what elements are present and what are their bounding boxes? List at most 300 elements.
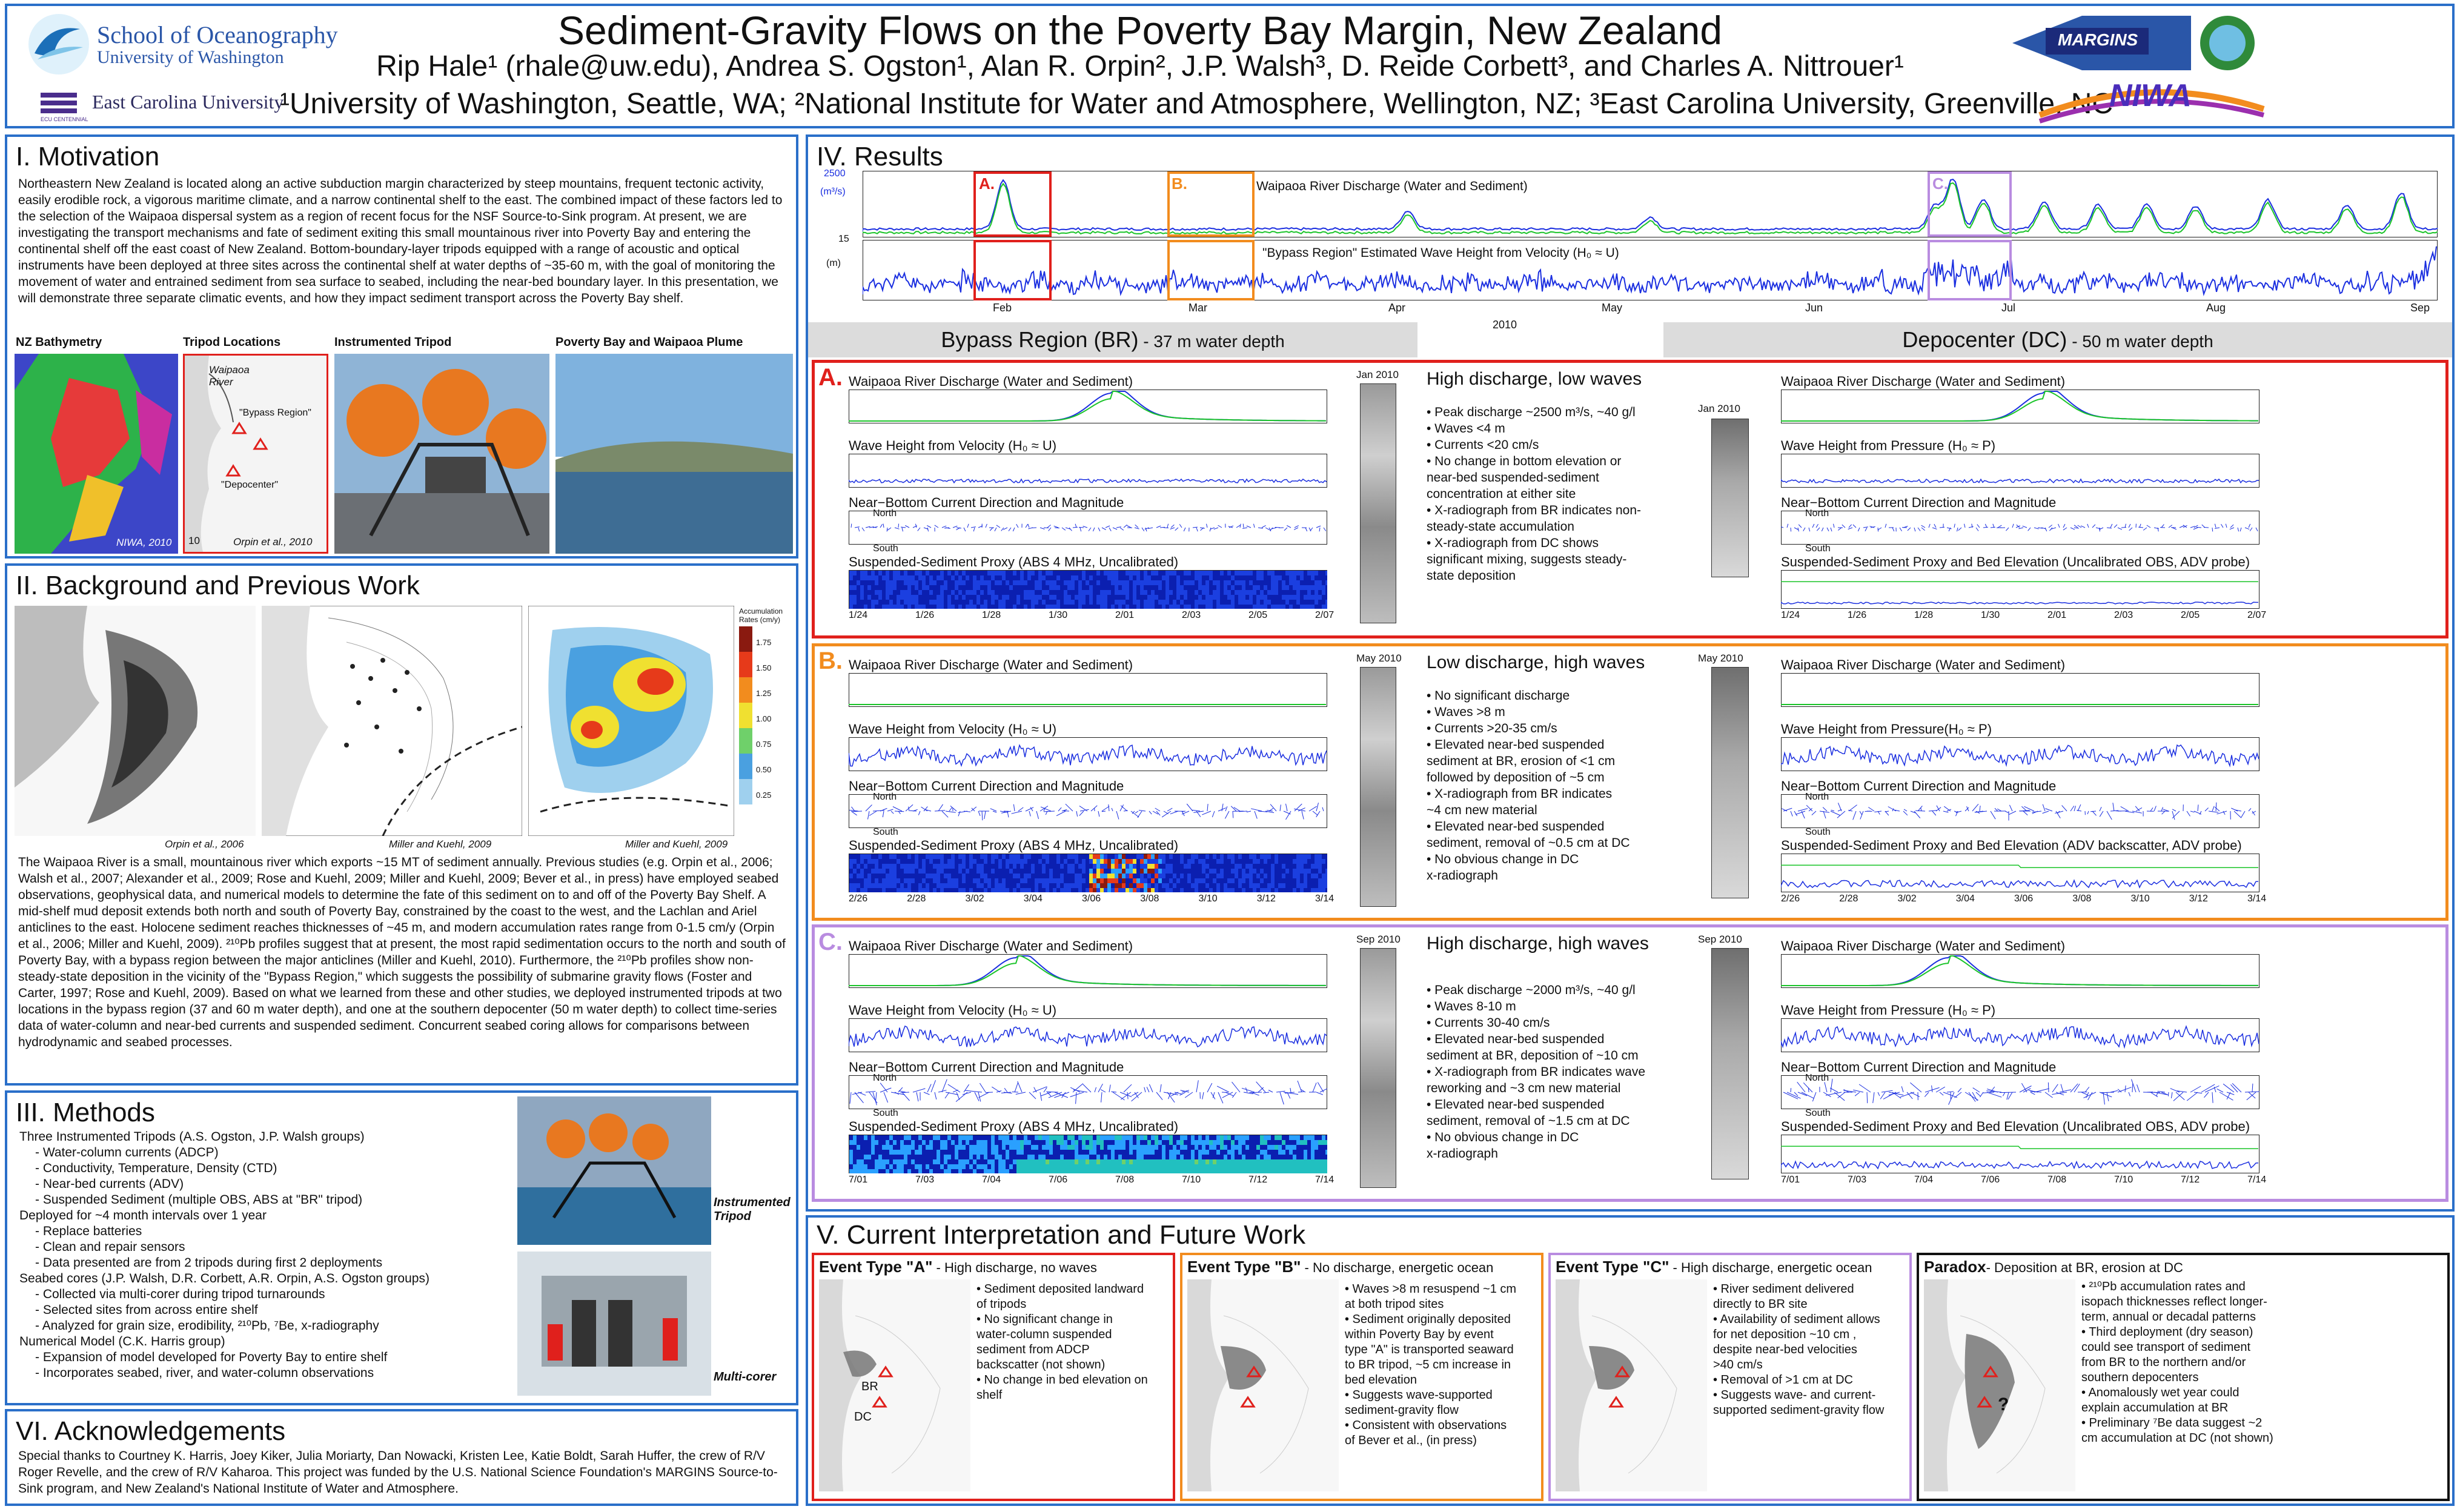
date-tick: 2/26 bbox=[1781, 894, 1800, 904]
event-type-name: Event Type "B" bbox=[1187, 1258, 1301, 1276]
event-bullet: • No obvious change in DC bbox=[1427, 852, 1579, 866]
event-title: High discharge, high waves bbox=[1427, 933, 1649, 953]
br-plot-1 bbox=[849, 737, 1327, 771]
north-label: North bbox=[1805, 792, 1829, 802]
event-bullet: • Elevated near-bed suspended bbox=[1427, 1098, 1605, 1112]
overview-year: 2010 bbox=[1493, 319, 1517, 331]
dc-plot-label: Near−Bottom Current Direction and Magnitude bbox=[1781, 495, 2057, 510]
month-label: Jun bbox=[1805, 302, 1823, 314]
dc-plot-0 bbox=[1781, 390, 2259, 423]
methods-line: - Collected via multi-corer during tripod turnarounds bbox=[35, 1287, 325, 1301]
event-letter: A. bbox=[818, 364, 843, 391]
date-tick: 2/28 bbox=[907, 894, 926, 904]
overview-tick-h: 15 bbox=[838, 234, 849, 244]
legend-swatch bbox=[739, 703, 752, 728]
south-label: South bbox=[873, 1108, 898, 1118]
event-bullet: • No obvious change in DC bbox=[1427, 1130, 1579, 1144]
date-tick: 7/04 bbox=[1914, 1175, 1934, 1185]
event-type-p bbox=[1917, 1253, 2450, 1501]
methods-line: - Selected sites from across entire shelf bbox=[35, 1303, 258, 1317]
event-type-b bbox=[1180, 1253, 1543, 1501]
br-plot-2 bbox=[849, 794, 1327, 828]
event-bullet: • Elevated near-bed suspended bbox=[1427, 1032, 1605, 1046]
br-plot-label: Near−Bottom Current Direction and Magnitude bbox=[849, 495, 1124, 510]
date-tick: 7/06 bbox=[1049, 1175, 1068, 1185]
fig-label-instrumented-tripod: Instrumented Tripod bbox=[334, 336, 452, 349]
margins-logo-text: MARGINS bbox=[2058, 30, 2138, 49]
month-label: Mar bbox=[1189, 302, 1207, 314]
event-type-title bbox=[1924, 1258, 2442, 1276]
results-section bbox=[806, 134, 2455, 1212]
date-tick: 7/04 bbox=[982, 1175, 1001, 1185]
event-type-title bbox=[1187, 1258, 1536, 1276]
month-label: Feb bbox=[993, 302, 1012, 314]
overview-wave-plot bbox=[863, 240, 2438, 300]
legend-value: 0.25 bbox=[756, 791, 772, 800]
methods-line: - Near-bed currents (ADV) bbox=[35, 1177, 184, 1191]
month-label: Jul bbox=[2001, 302, 2016, 314]
dc-core-xradiograph bbox=[1711, 667, 1749, 898]
date-tick: 7/12 bbox=[2181, 1175, 2200, 1185]
dc-plot-label: Wave Height from Pressure (H₀ ≈ P) bbox=[1781, 1003, 1996, 1018]
methods-line: - Replace batteries bbox=[35, 1224, 142, 1238]
date-tick: 1/26 bbox=[915, 610, 935, 620]
dc-plot-label: Wave Height from Pressure (H₀ ≈ P) bbox=[1781, 438, 1996, 453]
br-plot-3 bbox=[849, 854, 1327, 892]
event-bullets bbox=[1427, 982, 1663, 1162]
event-bullet: • X-radiograph from BR indicates non- bbox=[1427, 503, 1642, 517]
event-type-bullet: sediment-gravity flow bbox=[1345, 1404, 1459, 1417]
event-type-bullet: cm accumulation at DC (not shown) bbox=[2081, 1431, 2273, 1445]
event-type-sub: - No discharge, energetic ocean bbox=[1301, 1260, 1494, 1275]
br-plot-label: Wave Height from Velocity (H₀ ≈ U) bbox=[849, 438, 1057, 453]
br-core-xradiograph bbox=[1360, 667, 1396, 907]
methods-line: - Water-column currents (ADCP) bbox=[35, 1146, 219, 1159]
poverty-bay-plume-photo bbox=[555, 354, 793, 554]
overview-month-axis bbox=[863, 302, 2438, 317]
motivation-section bbox=[5, 134, 798, 559]
date-tick: 3/10 bbox=[2130, 894, 2150, 904]
br-plot-1 bbox=[849, 1018, 1327, 1052]
date-tick: 7/10 bbox=[2114, 1175, 2133, 1185]
uw-logo-icon bbox=[25, 11, 92, 78]
methods-line: - Analyzed for grain size, erodibility, ²¹⁰Pb, ⁷Be, x-radiography bbox=[35, 1319, 379, 1333]
event-type-sub: - High discharge, energetic ocean bbox=[1669, 1260, 1872, 1275]
dc-core-xradiograph bbox=[1711, 419, 1749, 577]
event-bullet: • Peak discharge ~2500 m³/s, ~40 g/l bbox=[1427, 405, 1636, 419]
legend-swatch bbox=[739, 779, 752, 804]
event-type-bullet: • Waves >8 m resuspend ~1 cm bbox=[1345, 1282, 1517, 1296]
event-type-bullet: within Poverty Bay by event bbox=[1345, 1328, 1494, 1341]
bathymetry-credit: NIWA, 2010 bbox=[116, 537, 172, 548]
dc-core-date: Jan 2010 bbox=[1698, 403, 1740, 414]
event-type-bullet: • ²¹⁰Pb accumulation rates and bbox=[2081, 1280, 2246, 1293]
dc-plot-0 bbox=[1781, 673, 2259, 707]
event-type-bullet: • No change in bed elevation on bbox=[976, 1373, 1148, 1387]
event-type-bullet: from BR to the northern and/or bbox=[2081, 1356, 2246, 1369]
event-type-bullet: • Third deployment (dry season) bbox=[2081, 1325, 2253, 1339]
br-plot-label: Near−Bottom Current Direction and Magnitude bbox=[849, 1059, 1124, 1075]
event-bullet: significant mixing, suggests steady- bbox=[1427, 552, 1627, 566]
br-plot-label: Suspended-Sediment Proxy (ABS 4 MHz, Uncalibrated) bbox=[849, 1119, 1179, 1134]
event-type-bullets bbox=[1713, 1282, 1884, 1418]
date-tick: 3/08 bbox=[1140, 894, 1159, 904]
accumulation-legend bbox=[739, 626, 752, 804]
motivation-text: Northeastern New Zealand is located along an active subduction margin characterized by steep mountains, frequent tectonic activity, easily erodible rock, a vigorous maritime climate, and a narrow continental shelf to the east. The combined impact of these factors led to the selection of the Waipaoa dispersal system as a region of recent focus for the NSF Source-to-Sink program. At present, we are investigating the transport mechanisms and fate of sediment exiting this small mountainous river into Poverty Bay and entering the continental shelf off the east coast of New Zealand. Bottom-boundary-layer tripods equipped with a range of acoustic and optical instruments have been deployed at three sites across the continental shelf at water depths of ~35-60 m, with the goal of monitoring the movement of water and entrained sediment from sea surface to seabed, including the near-bed boundary layer. In this presentation, we will demonstrate three separate climatic events, and how they impact sediment transport across the Poverty Bay shelf. bbox=[18, 177, 783, 305]
dc-plot-label: Waipaoa River Discharge (Water and Sediment) bbox=[1781, 938, 2066, 953]
north-label: North bbox=[1805, 508, 1829, 519]
date-tick: 3/02 bbox=[1897, 894, 1917, 904]
event-bullet: x-radiograph bbox=[1427, 869, 1498, 883]
event-type-bullets bbox=[1345, 1282, 1516, 1448]
overview-discharge-label: Waipaoa River Discharge (Water and Sediment) bbox=[1256, 179, 1528, 193]
event-type-bullet: term, annual or decadal patterns bbox=[2081, 1310, 2256, 1324]
multicorer-photo-label: Multi-corer bbox=[714, 1370, 777, 1384]
br-header-name: Bypass Region (BR) bbox=[941, 327, 1139, 352]
date-tick: 7/01 bbox=[849, 1175, 868, 1185]
event-type-bullet: of tripods bbox=[976, 1298, 1027, 1311]
dc-core-date: May 2010 bbox=[1698, 652, 1743, 664]
event-letter: B. bbox=[818, 648, 843, 674]
event-panel-b bbox=[812, 643, 2448, 921]
methods-line: Numerical Model (C.K. Harris group) bbox=[19, 1335, 225, 1348]
accumulation-rate-map bbox=[528, 606, 734, 836]
date-tick: 3/06 bbox=[2014, 894, 2034, 904]
month-label: Apr bbox=[1388, 302, 1406, 314]
month-label: Sep bbox=[2410, 302, 2430, 314]
event-bullet: • No change in bottom elevation or bbox=[1427, 454, 1622, 468]
poster-authors: Rip Hale¹ (rhale@uw.edu), Andrea S. Ogston¹, Alan R. Orpin², J.P. Walsh³, D. Reide Corbett³, and Charles A. Nittrouer¹ bbox=[376, 50, 1904, 82]
miller-credit-1: Miller and Kuehl, 2009 bbox=[389, 838, 492, 850]
dc-plot-label: Suspended-Sediment Proxy and Bed Elevation (Uncalibrated OBS, ADV probe) bbox=[1781, 554, 2250, 569]
event-bullet: • Waves >8 m bbox=[1427, 705, 1505, 719]
margins-logo-icon bbox=[2009, 10, 2270, 76]
date-tick: 7/03 bbox=[1848, 1175, 1867, 1185]
br-plot-label: Near−Bottom Current Direction and Magnitude bbox=[849, 778, 1124, 794]
map-river-label: Waipaoa River bbox=[209, 364, 250, 388]
legend-value: 0.75 bbox=[756, 740, 772, 749]
event-type-bullet: >40 cm/s bbox=[1713, 1358, 1763, 1371]
box-label-b: B. bbox=[1172, 174, 1187, 193]
fig-label-bathymetry: NZ Bathymetry bbox=[16, 336, 102, 349]
fig-label-tripod-locations: Tripod Locations bbox=[183, 336, 281, 349]
event-bullets bbox=[1427, 404, 1663, 584]
date-tick: 2/07 bbox=[2247, 610, 2267, 620]
event-bullet: ~4 cm new material bbox=[1427, 803, 1537, 817]
date-tick: 3/12 bbox=[2189, 894, 2208, 904]
dc-plot-1 bbox=[1781, 1018, 2259, 1052]
poster-affiliations: ¹University of Washington, Seattle, WA; ²National Institute for Water and Atmosphere, Wellington, NZ; ³East Carolina University, Greenville, NC bbox=[280, 88, 2114, 120]
overview-axis-unit-h: (m) bbox=[826, 258, 841, 268]
miller-sites-map bbox=[262, 606, 522, 836]
event-bullet: • X-radiograph from BR indicates bbox=[1427, 787, 1613, 801]
dc-header-name: Depocenter (DC) bbox=[1902, 327, 2067, 352]
overview-wave-label: "Bypass Region" Estimated Wave Height from Velocity (H₀ ≈ U) bbox=[1262, 246, 1619, 260]
event-bullet: followed by deposition of ~5 cm bbox=[1427, 771, 1605, 784]
date-tick: 1/28 bbox=[982, 610, 1001, 620]
methods-line: - Expansion of model developed for Poverty Bay to entire shelf bbox=[35, 1350, 388, 1364]
br-core-xradiograph bbox=[1360, 383, 1396, 623]
event-type-bullet: sediment from ADCP bbox=[976, 1343, 1090, 1356]
fig-label-plume: Poverty Bay and Waipaoa Plume bbox=[555, 336, 743, 349]
north-label: North bbox=[873, 792, 897, 802]
date-tick: 1/30 bbox=[1981, 610, 2000, 620]
ecu-logo-text: East Carolina University bbox=[92, 91, 284, 113]
interpretation-title: V. Current Interpretation and Future Work bbox=[817, 1220, 1306, 1250]
overview-axis-unit-q: (m³/s) bbox=[820, 187, 846, 197]
event-type-bullet: • Removal of >1 cm at DC bbox=[1713, 1373, 1853, 1387]
event-type-bullet: • Availability of sediment allows bbox=[1713, 1313, 1880, 1326]
event-bullet: reworking and ~3 cm new material bbox=[1427, 1081, 1621, 1095]
dc-plot-2 bbox=[1781, 1075, 2259, 1109]
dc-plot-1 bbox=[1781, 454, 2259, 488]
north-label: North bbox=[1805, 1073, 1829, 1083]
date-tick: 2/07 bbox=[1315, 610, 1334, 620]
niwa-logo-text: NIWA bbox=[2109, 78, 2192, 113]
br-plot-label: Waipaoa River Discharge (Water and Sediment) bbox=[849, 938, 1133, 953]
date-tick: 2/05 bbox=[1248, 610, 1268, 620]
nz-bathymetry-map bbox=[15, 354, 178, 554]
methods-line: - Suspended Sediment (multiple OBS, ABS at "BR" tripod) bbox=[35, 1193, 363, 1207]
tripod-map-credit: Orpin et al., 2010 bbox=[233, 536, 313, 548]
map-br-label: BR bbox=[861, 1380, 878, 1393]
event-type-bullet: • Consistent with observations bbox=[1345, 1419, 1507, 1432]
event-type-bullet: supported sediment-gravity flow bbox=[1713, 1404, 1885, 1417]
event-type-c bbox=[1548, 1253, 1912, 1501]
event-type-bullet: • Suggests wave- and current- bbox=[1713, 1388, 1876, 1402]
dc-plot-0 bbox=[1781, 954, 2259, 988]
event-bullet: sediment, removal of ~1.5 cm at DC bbox=[1427, 1114, 1630, 1128]
event-type-bullet: to BR tripod, ~5 cm increase in bbox=[1345, 1358, 1511, 1371]
date-tick: 3/04 bbox=[1955, 894, 1975, 904]
tripod-deploy-photo bbox=[517, 1096, 711, 1245]
date-tick: 7/08 bbox=[2047, 1175, 2067, 1185]
ecu-logo-mark: ECU CENTENNIAL bbox=[41, 116, 88, 122]
box-label-a: A. bbox=[979, 174, 995, 193]
event-bullet: • X-radiograph from DC shows bbox=[1427, 536, 1599, 550]
event-bullet: • Currents <20 cm/s bbox=[1427, 438, 1539, 452]
ecu-logo-icon bbox=[38, 90, 86, 120]
map-scale-label: 10 bbox=[188, 535, 200, 546]
event-type-name: Event Type "C" bbox=[1556, 1258, 1669, 1276]
event-bullet: • Elevated near-bed suspended bbox=[1427, 820, 1605, 834]
event-type-bullet: could see transport of sediment bbox=[2081, 1341, 2251, 1354]
legend-value: 0.50 bbox=[756, 765, 772, 774]
methods-line: Seabed cores (J.P. Walsh, D.R. Corbett, A.R. Orpin, A.S. Ogston groups) bbox=[19, 1272, 429, 1285]
event-type-sub: - Deposition at BR, erosion at DC bbox=[1986, 1260, 2183, 1275]
event-type-title bbox=[819, 1258, 1168, 1276]
south-label: South bbox=[1805, 827, 1831, 837]
legend-value: 1.50 bbox=[756, 663, 772, 672]
methods-line: - Incorporates seabed, river, and water-column observations bbox=[35, 1366, 374, 1380]
dc-plot-3 bbox=[1781, 570, 2259, 609]
br-plot-3 bbox=[849, 570, 1327, 609]
miller-credit-2: Miller and Kuehl, 2009 bbox=[625, 838, 728, 850]
month-label: Aug bbox=[2206, 302, 2226, 314]
date-tick: 3/12 bbox=[1256, 894, 1276, 904]
date-tick: 3/06 bbox=[1082, 894, 1101, 904]
box-label-c: C. bbox=[1932, 174, 1948, 193]
event-type-bullet: • Anomalously wet year could bbox=[2081, 1386, 2240, 1399]
event-type-title bbox=[1556, 1258, 1905, 1276]
dc-plot-2 bbox=[1781, 794, 2259, 828]
tripod-locations-map bbox=[183, 354, 328, 554]
event-bullet: • Waves <4 m bbox=[1427, 422, 1505, 436]
event-panel-c bbox=[812, 924, 2448, 1202]
event-type-bullet: • Suggests wave-supported bbox=[1345, 1388, 1493, 1402]
uw-logo-text: School of Oceanography bbox=[97, 21, 338, 48]
event-type-sub: - High discharge, no waves bbox=[932, 1260, 1097, 1275]
map-question-label: ? bbox=[1998, 1394, 2009, 1414]
dc-plot-label: Suspended-Sediment Proxy and Bed Elevation (Uncalibrated OBS, ADV probe) bbox=[1781, 1119, 2250, 1134]
legend-value: 1.25 bbox=[756, 689, 772, 698]
event-bullet: • Waves 8-10 m bbox=[1427, 1000, 1516, 1013]
br-plot-label: Waipaoa River Discharge (Water and Sediment) bbox=[849, 374, 1133, 389]
date-tick: 7/06 bbox=[1981, 1175, 2000, 1185]
motivation-title: I. Motivation bbox=[16, 142, 160, 171]
br-core-xradiograph bbox=[1360, 948, 1396, 1188]
shelf-map-icon bbox=[819, 1279, 970, 1491]
date-tick: 7/12 bbox=[1248, 1175, 1268, 1185]
methods-title: III. Methods bbox=[16, 1098, 155, 1127]
date-tick: 3/04 bbox=[1023, 894, 1043, 904]
date-tick: 2/26 bbox=[849, 894, 868, 904]
event-bullet: sediment, removal of ~0.5 cm at DC bbox=[1427, 836, 1630, 850]
methods-line: Deployed for ~4 month intervals over 1 year bbox=[19, 1209, 267, 1222]
dc-header bbox=[1663, 322, 2452, 357]
event-type-bullet: • Sediment deposited landward bbox=[976, 1282, 1144, 1296]
br-plot-label: Wave Height from Velocity (H₀ ≈ U) bbox=[849, 721, 1057, 737]
event-type-name: Event Type "A" bbox=[819, 1258, 933, 1276]
event-type-bullet: • Preliminary ⁷Be data suggest ~2 bbox=[2081, 1416, 2263, 1430]
date-tick: 1/30 bbox=[1049, 610, 1068, 620]
orpin-credit: Orpin et al., 2006 bbox=[165, 838, 244, 850]
event-title: Low discharge, high waves bbox=[1427, 652, 1645, 672]
event-type-bullet: isopach thicknesses reflect longer- bbox=[2081, 1295, 2267, 1308]
dc-plot-label: Waipaoa River Discharge (Water and Sediment) bbox=[1781, 657, 2066, 672]
methods-line: - Data presented are from 2 tripods during first 2 deployments bbox=[35, 1256, 383, 1270]
date-tick: 3/14 bbox=[2247, 894, 2267, 904]
multicorer-photo bbox=[517, 1252, 711, 1396]
br-plot-0 bbox=[849, 673, 1327, 707]
legend-swatch bbox=[739, 652, 752, 677]
date-tick: 7/14 bbox=[1315, 1175, 1334, 1185]
dc-plot-3 bbox=[1781, 1135, 2259, 1173]
date-tick: 2/28 bbox=[1839, 894, 1858, 904]
south-label: South bbox=[1805, 1108, 1831, 1118]
date-tick: 1/28 bbox=[1914, 610, 1934, 620]
date-tick: 2/01 bbox=[1115, 610, 1135, 620]
dc-plot-label: Wave Height from Pressure(H₀ ≈ P) bbox=[1781, 721, 1992, 737]
overview-discharge-plot bbox=[863, 171, 2438, 237]
event-type-bullet: • Sediment originally deposited bbox=[1345, 1313, 1511, 1326]
methods-line: Three Instrumented Tripods (A.S. Ogston, J.P. Walsh groups) bbox=[19, 1130, 365, 1144]
event-bullet: • Currents >20-35 cm/s bbox=[1427, 721, 1557, 735]
date-tick: 1/24 bbox=[849, 610, 868, 620]
date-tick: 7/14 bbox=[2247, 1175, 2267, 1185]
br-plot-label: Wave Height from Velocity (H₀ ≈ U) bbox=[849, 1003, 1057, 1018]
acknowledgements-text: Special thanks to Courtney K. Harris, Joey Kiker, Julia Moriarty, Dan Nowacki, Kristen Lee, Katie Boldt, Sarah Huffer, the crew of R/V Roger Revelle, and the crew of R/V Kaharoa. This project was funded by the U.S. National Science Foundation's MARGINS Source-to-Sink program, and New Zealand's National Institute of Water and Atmosphere. bbox=[18, 1449, 778, 1496]
date-tick: 7/08 bbox=[1115, 1175, 1135, 1185]
shelf-map-icon bbox=[1556, 1279, 1707, 1491]
north-label: North bbox=[873, 508, 897, 519]
event-type-bullet: bed elevation bbox=[1345, 1373, 1417, 1387]
dc-core-date: Sep 2010 bbox=[1698, 933, 1742, 945]
event-type-bullet: explain accumulation at BR bbox=[2081, 1401, 2229, 1414]
br-plot-1 bbox=[849, 454, 1327, 488]
dc-plot-label: Near−Bottom Current Direction and Magnitude bbox=[1781, 778, 2057, 794]
date-tick: 3/08 bbox=[2072, 894, 2092, 904]
event-bullet: near-bed suspended-sediment bbox=[1427, 471, 1599, 485]
event-bullets bbox=[1427, 688, 1663, 884]
header-panel bbox=[5, 4, 2455, 128]
accumulation-legend-title: Accumulation Rates (cm/y) bbox=[739, 607, 783, 624]
event-type-bullet: shelf bbox=[976, 1388, 1003, 1402]
dc-core-xradiograph bbox=[1711, 948, 1749, 1179]
br-header bbox=[808, 322, 1417, 357]
map-bypass-label: "Bypass Region" bbox=[239, 408, 311, 418]
results-title: IV. Results bbox=[817, 142, 943, 171]
acknowledgements-section bbox=[5, 1409, 798, 1506]
br-plot-3 bbox=[849, 1135, 1327, 1173]
event-type-bullet: type "A" is transported seaward bbox=[1345, 1343, 1514, 1356]
br-core-date: May 2010 bbox=[1356, 652, 1402, 664]
event-bullet: x-radiograph bbox=[1427, 1147, 1498, 1161]
date-tick: 1/26 bbox=[1848, 610, 1867, 620]
methods-line: - Clean and repair sensors bbox=[35, 1240, 185, 1254]
event-type-name: Paradox bbox=[1924, 1258, 1986, 1276]
event-bullet: sediment at BR, erosion of <1 cm bbox=[1427, 754, 1616, 768]
date-tick: 7/01 bbox=[1781, 1175, 1800, 1185]
uw-logo-subtext: University of Washington bbox=[97, 47, 284, 67]
event-bullet: • No significant discharge bbox=[1427, 689, 1570, 703]
interpretation-section bbox=[806, 1215, 2455, 1506]
event-type-bullet: backscatter (not shown) bbox=[976, 1358, 1106, 1371]
date-tick: 3/02 bbox=[965, 894, 984, 904]
br-core-date: Jan 2010 bbox=[1356, 369, 1399, 380]
date-tick: 2/03 bbox=[2114, 610, 2133, 620]
event-bullet: steady-state accumulation bbox=[1427, 520, 1574, 534]
legend-value: 1.75 bbox=[756, 638, 772, 647]
event-bullet: state deposition bbox=[1427, 569, 1516, 583]
dc-header-depth: - 50 m water depth bbox=[2067, 332, 2213, 351]
event-type-bullet: of Bever et al., (in press) bbox=[1345, 1434, 1477, 1447]
event-type-bullet: • No significant change in bbox=[976, 1313, 1113, 1326]
month-label: May bbox=[1602, 302, 1623, 314]
event-type-bullets bbox=[976, 1282, 1148, 1403]
event-bullet: • Elevated near-bed suspended bbox=[1427, 738, 1605, 752]
br-plot-0 bbox=[849, 954, 1327, 988]
background-section bbox=[5, 563, 798, 1086]
acknowledgements-title: VI. Acknowledgements bbox=[16, 1416, 286, 1446]
br-plot-label: Waipaoa River Discharge (Water and Sediment) bbox=[849, 657, 1133, 672]
br-plot-label: Suspended-Sediment Proxy (ABS 4 MHz, Uncalibrated) bbox=[849, 554, 1179, 569]
date-tick: 1/24 bbox=[1781, 610, 1800, 620]
br-plot-2 bbox=[849, 511, 1327, 545]
dc-plot-3 bbox=[1781, 854, 2259, 892]
event-type-bullet: southern depocenters bbox=[2081, 1371, 2199, 1384]
date-tick: 2/01 bbox=[2047, 610, 2067, 620]
event-type-a bbox=[812, 1253, 1175, 1501]
event-type-bullet: despite near-bed velocities bbox=[1713, 1343, 1857, 1356]
tripod-photo bbox=[334, 354, 549, 554]
event-type-bullets bbox=[2081, 1279, 2273, 1446]
south-label: South bbox=[873, 827, 898, 837]
dc-plot-label: Near−Bottom Current Direction and Magnitude bbox=[1781, 1059, 2057, 1075]
overview-tick-q: 2500 bbox=[824, 168, 846, 179]
methods-section bbox=[5, 1090, 798, 1405]
methods-line: - Conductivity, Temperature, Density (CTD) bbox=[35, 1161, 277, 1175]
